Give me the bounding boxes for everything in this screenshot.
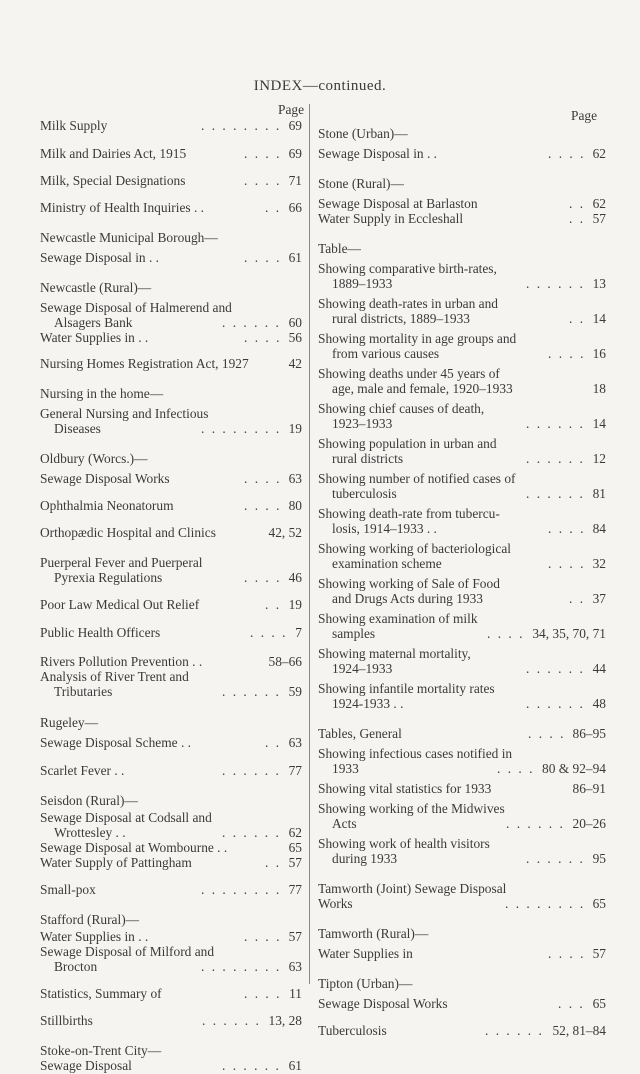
entry-text: Sewage Disposal at Wombourne . . bbox=[40, 840, 228, 855]
entry-text: Water Supply in Eccleshall bbox=[318, 211, 464, 226]
entry-text: Newcastle (Rural)— bbox=[40, 280, 152, 295]
entry-text: during 1933 bbox=[332, 851, 398, 866]
leader-dots: . . . . . . bbox=[485, 1023, 544, 1038]
entry-text: Nursing Homes Registration Act, 1927 bbox=[40, 356, 249, 371]
entry-text: Oldbury (Worcs.)— bbox=[40, 451, 148, 466]
entry-text: Sewage Disposal Works bbox=[40, 471, 170, 486]
entry-page-number: 86–95 bbox=[572, 726, 606, 741]
leader-dots: . . bbox=[569, 196, 586, 211]
entry-text: Showing comparative birth-rates, bbox=[318, 261, 497, 276]
leader-dots: . . . . . . bbox=[526, 451, 585, 466]
entry-text: Showing death-rates in urban and bbox=[318, 296, 498, 311]
entry-page-number: 46 bbox=[288, 570, 302, 585]
entry-page-number: 42 bbox=[288, 356, 302, 371]
leader-dots: . . . . . . . . bbox=[505, 896, 586, 911]
leader-dots: . . . . bbox=[548, 556, 586, 571]
leader-dots: . . . . . . bbox=[222, 1058, 281, 1073]
entry-page-number: 62 bbox=[288, 825, 302, 840]
entry-page-number: 59 bbox=[288, 684, 302, 699]
entry-page-number: 16 bbox=[592, 346, 606, 361]
entry-text: Showing working of bacteriological bbox=[318, 541, 512, 556]
entry-text: Diseases bbox=[54, 421, 101, 436]
entry-text: age, male and female, 1920–1933 bbox=[332, 381, 513, 396]
leader-dots: . . bbox=[569, 311, 586, 326]
entry-text: Rugeley— bbox=[40, 715, 99, 730]
entry-page-number: 62 bbox=[592, 196, 606, 211]
entry-page-number: 48 bbox=[592, 696, 606, 711]
entry-text: Alsagers Bank bbox=[54, 315, 133, 330]
entry-page-number: 58–66 bbox=[268, 654, 302, 669]
entry-text: Sewage Disposal bbox=[40, 1058, 132, 1073]
entry-text: Brocton bbox=[54, 959, 98, 974]
leader-dots: . . . . . . . . bbox=[201, 421, 282, 436]
leader-dots: . . . . . . bbox=[222, 825, 281, 840]
entry-text: Analysis of River Trent and bbox=[40, 669, 189, 684]
entry-text: and Drugs Acts during 1933 bbox=[332, 591, 484, 606]
entry-page-number: 19 bbox=[288, 421, 302, 436]
entry-page-number: 80 bbox=[288, 498, 302, 513]
leader-dots: . . . . bbox=[548, 521, 586, 536]
entry-page-number: 52, 81–84 bbox=[552, 1023, 606, 1038]
entry-text: Water Supply of Pattingham bbox=[40, 855, 192, 870]
leader-dots: . . . . . . bbox=[526, 486, 585, 501]
entry-text: Statistics, Summary of bbox=[40, 986, 162, 1001]
entry-page-number: 65 bbox=[592, 896, 606, 911]
entry-page-number: 34, 35, 70, 71 bbox=[532, 626, 606, 641]
entry-page-number: 44 bbox=[592, 661, 606, 676]
entry-text: Showing death-rate from tubercu- bbox=[318, 506, 500, 521]
leader-dots: . . . . . . bbox=[526, 851, 585, 866]
entry-text: Showing deaths under 45 years of bbox=[318, 366, 500, 381]
entry-text: Newcastle Municipal Borough— bbox=[40, 230, 218, 245]
entry-text: Showing infantile mortality rates bbox=[318, 681, 495, 696]
column-divider bbox=[309, 104, 310, 984]
entry-page-number: 69 bbox=[288, 146, 302, 161]
entry-text: Milk and Dairies Act, 1915 bbox=[40, 146, 187, 161]
page-title: INDEX—continued. bbox=[253, 78, 387, 94]
leader-dots: . . . . . . . . bbox=[201, 882, 282, 897]
leader-dots: . . . . bbox=[244, 330, 282, 345]
entry-page-number: 95 bbox=[592, 851, 606, 866]
entry-text: Tamworth (Joint) Sewage Disposal bbox=[318, 881, 507, 896]
entry-page-number: 18 bbox=[592, 381, 606, 396]
entry-text: Showing number of notified cases of bbox=[318, 471, 516, 486]
leader-dots: . . . . bbox=[528, 726, 566, 741]
leader-dots: . . . . . . bbox=[526, 661, 585, 676]
entry-page-number: 14 bbox=[592, 416, 606, 431]
entry-text: Public Health Officers bbox=[40, 625, 161, 640]
leader-dots: . . . . . . bbox=[222, 315, 281, 330]
entry-text: examination scheme bbox=[332, 556, 442, 571]
entry-page-number: 14 bbox=[592, 311, 606, 326]
entry-page-number: 81 bbox=[592, 486, 606, 501]
entry-page-number: 20–26 bbox=[572, 816, 606, 831]
entry-text: Water Supplies in . . bbox=[40, 929, 149, 944]
entry-page-number: 13 bbox=[592, 276, 606, 291]
leader-dots: . . bbox=[265, 597, 282, 612]
leader-dots: . . . . bbox=[244, 498, 282, 513]
leader-dots: . . bbox=[569, 211, 586, 226]
leader-dots: . . . . bbox=[244, 173, 282, 188]
leader-dots: . . . . . . bbox=[222, 684, 281, 699]
entry-text: Tuberculosis bbox=[318, 1023, 387, 1038]
entry-text: Works bbox=[318, 896, 353, 911]
entry-text: Showing infectious cases notified in bbox=[318, 746, 513, 761]
entry-text: Sewage Disposal at Barlaston bbox=[318, 196, 478, 211]
leader-dots: . . . . bbox=[548, 346, 586, 361]
entry-text: Showing work of health visitors bbox=[318, 836, 490, 851]
entry-text: Sewage Disposal of Milford and bbox=[40, 944, 215, 959]
entry-text: Water Supplies in bbox=[318, 946, 413, 961]
leader-dots: . . . . bbox=[497, 761, 535, 776]
entry-page-number: 69 bbox=[288, 118, 302, 133]
entry-page-number: 65 bbox=[592, 996, 606, 1011]
entry-page-number: 66 bbox=[288, 200, 302, 215]
entry-text: Ministry of Health Inquiries . . bbox=[40, 200, 205, 215]
entry-text: Stafford (Rural)— bbox=[40, 912, 140, 927]
entry-text: Small-pox bbox=[40, 882, 96, 897]
leader-dots: . . . . . . bbox=[506, 816, 565, 831]
entry-text: Showing maternal mortality, bbox=[318, 646, 471, 661]
entry-text: Showing vital statistics for 1933 bbox=[318, 781, 492, 796]
entry-page-number: 71 bbox=[288, 173, 302, 188]
leader-dots: . . . . bbox=[250, 625, 288, 640]
leader-dots: . . bbox=[569, 591, 586, 606]
leader-dots: . . . . . . bbox=[526, 276, 585, 291]
entry-page-number: 65 bbox=[288, 840, 302, 855]
entry-text: 1924-1933 . . bbox=[332, 696, 404, 711]
entry-text: Showing population in urban and bbox=[318, 436, 497, 451]
leader-dots: . . bbox=[265, 735, 282, 750]
entry-text: Sewage Disposal in . . bbox=[40, 250, 160, 265]
entry-text: Sewage Disposal at Codsall and bbox=[40, 810, 212, 825]
leader-dots: . . . . bbox=[244, 986, 282, 1001]
entry-text: Nursing in the home— bbox=[40, 386, 164, 401]
entry-page-number: 42, 52 bbox=[268, 525, 302, 540]
entry-page-number: 61 bbox=[288, 250, 302, 265]
leader-dots: . . . . bbox=[244, 570, 282, 585]
leader-dots: . . . . . . bbox=[202, 1013, 261, 1028]
entry-page-number: 60 bbox=[288, 315, 302, 330]
entry-page-number: 63 bbox=[288, 735, 302, 750]
entry-page-number: 80 & 92–94 bbox=[542, 761, 606, 776]
entry-text: Showing mortality in age groups and bbox=[318, 331, 517, 346]
entry-text: Showing examination of milk bbox=[318, 611, 478, 626]
entry-page-number: 57 bbox=[288, 855, 302, 870]
entry-text: Seisdon (Rural)— bbox=[40, 793, 138, 808]
leader-dots: . . . . . . . . bbox=[201, 118, 282, 133]
leader-dots: . . . . bbox=[548, 946, 586, 961]
entry-page-number: 37 bbox=[592, 591, 606, 606]
leader-dots: . . . . bbox=[244, 146, 282, 161]
entry-text: rural districts bbox=[332, 451, 404, 466]
leader-dots: . . bbox=[265, 200, 282, 215]
entry-text: Milk, Special Designations bbox=[40, 173, 186, 188]
entry-text: samples bbox=[332, 626, 376, 641]
entry-page-number: 56 bbox=[288, 330, 302, 345]
entry-page-number: 63 bbox=[288, 959, 302, 974]
entry-text: Tipton (Urban)— bbox=[318, 976, 413, 991]
entry-page-number: 77 bbox=[288, 763, 302, 778]
entry-text: 1933 bbox=[332, 761, 359, 776]
entry-page-number: 57 bbox=[592, 211, 606, 226]
leader-dots: . . bbox=[265, 855, 282, 870]
entry-text: Water Supplies in . . bbox=[40, 330, 149, 345]
leader-dots: . . . . bbox=[244, 250, 282, 265]
leader-dots: . . . . . . . . bbox=[201, 959, 282, 974]
leader-dots: . . . . bbox=[548, 146, 586, 161]
entry-text: losis, 1914–1933 . . bbox=[332, 521, 437, 536]
entry-text: Showing working of Sale of Food bbox=[318, 576, 500, 591]
entry-text: Stoke-on-Trent City— bbox=[40, 1043, 162, 1058]
entry-text: Rivers Pollution Prevention . . bbox=[40, 654, 203, 669]
entry-page-number: 32 bbox=[592, 556, 606, 571]
entry-text: tuberculosis bbox=[332, 486, 397, 501]
entry-text: Sewage Disposal Scheme . . bbox=[40, 735, 191, 750]
entry-page-number: 84 bbox=[592, 521, 606, 536]
entry-page-number: 19 bbox=[288, 597, 302, 612]
entry-text: Ophthalmia Neonatorum bbox=[40, 498, 174, 513]
entry-page-number: 86–91 bbox=[572, 781, 606, 796]
entry-page-number: 62 bbox=[592, 146, 606, 161]
entry-page-number: 61 bbox=[288, 1058, 302, 1073]
entry-text: rural districts, 1889–1933 bbox=[332, 311, 470, 326]
leader-dots: . . . . . . bbox=[222, 763, 281, 778]
leader-dots: . . . bbox=[558, 996, 585, 1011]
entry-text: Wrottesley . . bbox=[54, 825, 126, 840]
entry-text: from various causes bbox=[332, 346, 440, 361]
entry-text: Sewage Disposal Works bbox=[318, 996, 448, 1011]
entry-text: Showing chief causes of death, bbox=[318, 401, 485, 416]
entry-text: General Nursing and Infectious bbox=[40, 406, 209, 421]
entry-page-number: 57 bbox=[592, 946, 606, 961]
entry-text: Pyrexia Regulations bbox=[54, 570, 163, 585]
entry-text: Puerperal Fever and Puerperal bbox=[40, 555, 203, 570]
entry-text: Showing working of the Midwives bbox=[318, 801, 505, 816]
entry-page-number: 57 bbox=[288, 929, 302, 944]
leader-dots: . . . . bbox=[244, 471, 282, 486]
entry-text: 1889–1933 bbox=[332, 276, 393, 291]
entry-page-number: 12 bbox=[592, 451, 606, 466]
entry-text: Stone (Rural)— bbox=[318, 176, 404, 191]
leader-dots: . . . . . . bbox=[526, 696, 585, 711]
entry-text: Milk Supply bbox=[40, 118, 108, 133]
entry-text: Table— bbox=[318, 241, 361, 256]
entry-text: Acts bbox=[332, 816, 357, 831]
entry-page-number: 13, 28 bbox=[268, 1013, 302, 1028]
leader-dots: . . . . . . bbox=[526, 416, 585, 431]
entry-text: Poor Law Medical Out Relief bbox=[40, 597, 200, 612]
entry-text: Scarlet Fever . . bbox=[40, 763, 125, 778]
leader-dots: . . . . bbox=[244, 929, 282, 944]
entry-text: Sewage Disposal of Halmerend and bbox=[40, 300, 232, 315]
entry-page-number: 63 bbox=[288, 471, 302, 486]
entry-text: Tables, General bbox=[318, 726, 402, 741]
leader-dots: . . . . bbox=[487, 626, 525, 641]
left-page-header: Page bbox=[278, 102, 305, 117]
entry-text: Sewage Disposal in . . bbox=[318, 146, 438, 161]
entry-text: Stillbirths bbox=[40, 1013, 93, 1028]
entry-text: Tamworth (Rural)— bbox=[318, 926, 429, 941]
entry-page-number: 77 bbox=[288, 882, 302, 897]
entry-page-number: 11 bbox=[289, 986, 302, 1001]
entry-text: Orthopædic Hospital and Clinics bbox=[40, 525, 216, 540]
entry-text: 1924–1933 bbox=[332, 661, 393, 676]
entry-text: Stone (Urban)— bbox=[318, 126, 408, 141]
right-page-header: Page bbox=[571, 108, 598, 123]
entry-page-number: 7 bbox=[295, 625, 302, 640]
entry-text: 1923–1933 bbox=[332, 416, 393, 431]
entry-text: Tributaries bbox=[54, 684, 113, 699]
